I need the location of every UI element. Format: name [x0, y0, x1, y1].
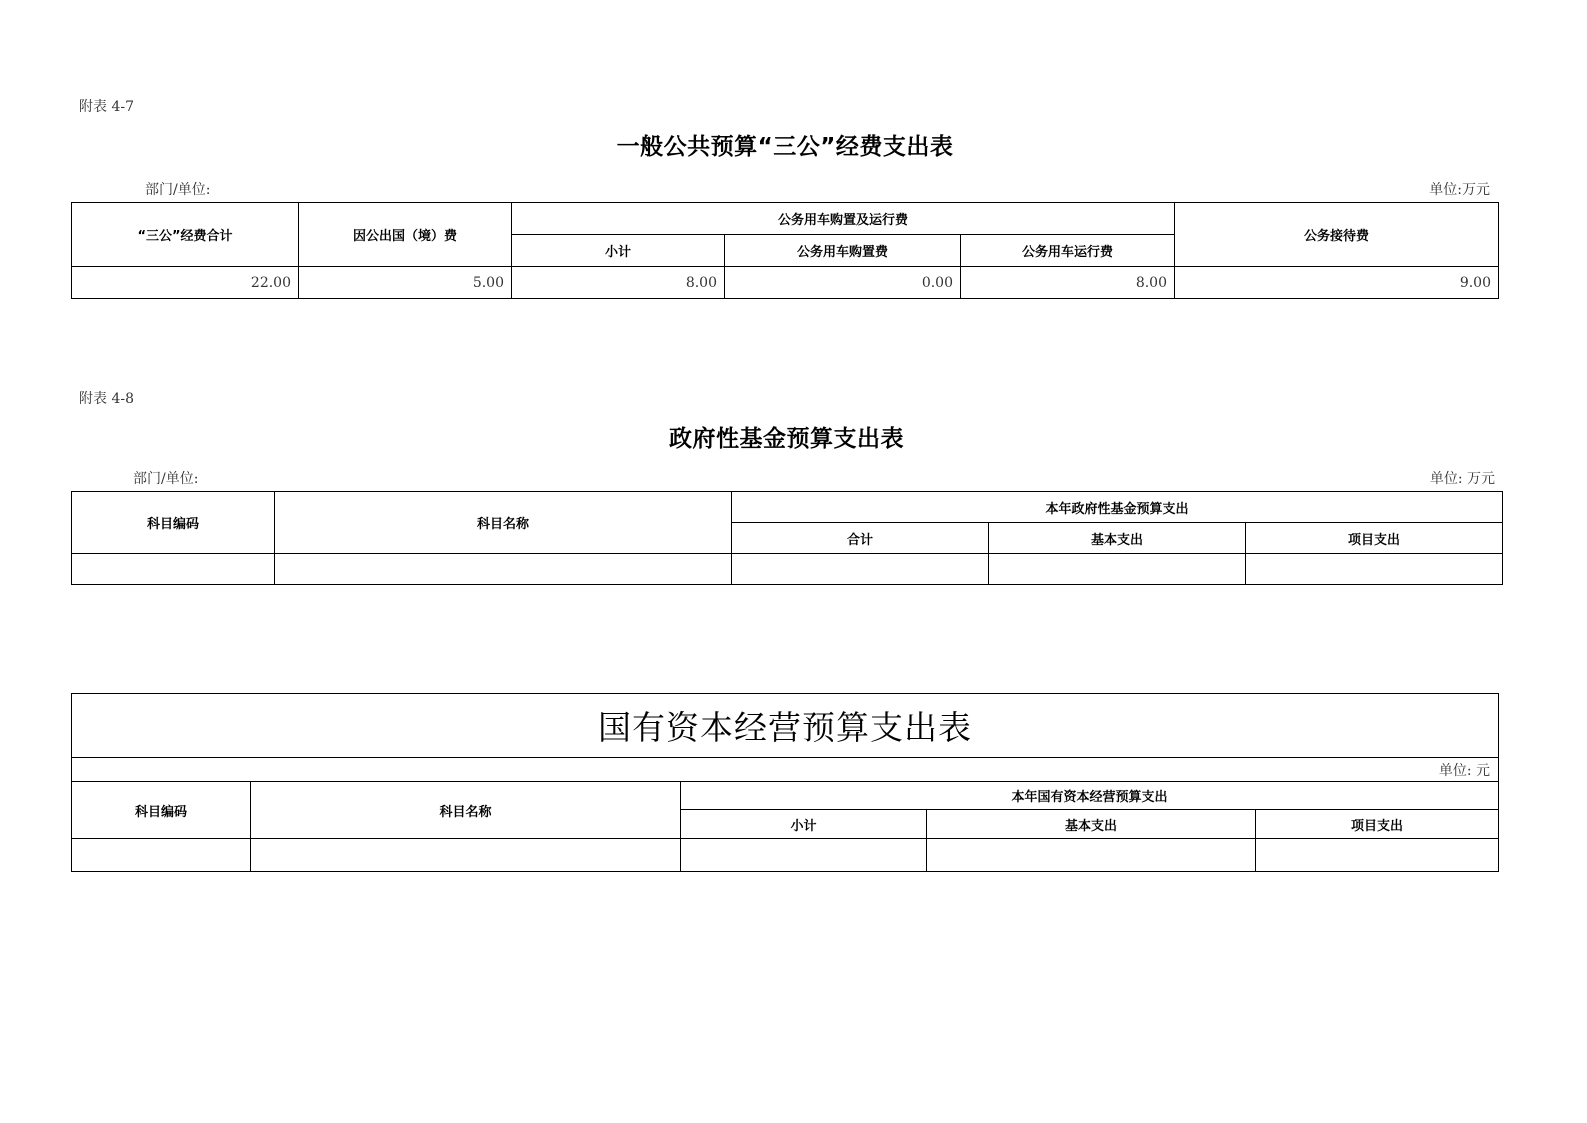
empty-cell [681, 839, 927, 872]
value-vehicle-operation: 8.00 [961, 267, 1175, 299]
empty-cell [732, 554, 989, 585]
empty-cell [927, 839, 1256, 872]
empty-cell [72, 839, 251, 872]
table2-title: 政府性基金预算支出表 [669, 426, 904, 452]
header-three-public-total: “三公”经费合计 [72, 203, 299, 267]
three-public-expense-table [71, 202, 1499, 299]
header-subject-name: 科目名称 [275, 492, 732, 554]
state-capital-table [71, 693, 1499, 872]
header-total: 合计 [732, 523, 989, 554]
value-vehicle-purchase: 0.00 [725, 267, 961, 299]
header-vehicle-operation: 公务用车运行费 [961, 235, 1175, 267]
header-subtotal: 小计 [681, 810, 927, 839]
table3-title: 国有资本经营预算支出表 [72, 694, 1499, 758]
header-subtotal: 小计 [512, 235, 725, 267]
empty-cell [72, 554, 275, 585]
header-reception-expense: 公务接待费 [1175, 203, 1499, 267]
table-row [72, 267, 1499, 299]
empty-cell [275, 554, 732, 585]
header-abroad-expense: 因公出国（境）费 [299, 203, 512, 267]
empty-cell [1256, 839, 1499, 872]
header-capital-expense-group: 本年国有资本经营预算支出 [681, 782, 1499, 810]
header-subject-code: 科目编码 [72, 492, 275, 554]
header-vehicle-group: 公务用车购置及运行费 [512, 203, 1175, 235]
empty-cell [1246, 554, 1503, 585]
header-basic-expense: 基本支出 [989, 523, 1246, 554]
header-subject-name: 科目名称 [251, 782, 681, 839]
table-row [72, 554, 1503, 585]
value-abroad-expense: 5.00 [299, 267, 512, 299]
table-row [72, 839, 1499, 872]
header-fund-expense-group: 本年政府性基金预算支出 [732, 492, 1503, 523]
empty-cell [989, 554, 1246, 585]
value-subtotal: 8.00 [512, 267, 725, 299]
table3-unit-label: 单位: 元 [72, 758, 1499, 782]
header-basic-expense: 基本支出 [927, 810, 1256, 839]
table1-unit-label: 单位:万元 [1429, 182, 1490, 198]
header-subject-code: 科目编码 [72, 782, 251, 839]
value-reception-expense: 9.00 [1175, 267, 1499, 299]
annex-label-4-8: 附表 4-8 [79, 391, 134, 407]
header-project-expense: 项目支出 [1246, 523, 1503, 554]
header-vehicle-purchase: 公务用车购置费 [725, 235, 961, 267]
table2-dept-label: 部门/单位: [133, 471, 199, 487]
annex-label-4-7: 附表 4-7 [79, 99, 134, 115]
government-fund-table [71, 491, 1503, 585]
table1-dept-label: 部门/单位: [145, 182, 211, 198]
table2-unit-label: 单位: 万元 [1429, 471, 1495, 487]
header-project-expense: 项目支出 [1256, 810, 1499, 839]
empty-cell [251, 839, 681, 872]
table1-title: 一般公共预算“三公”经费支出表 [616, 134, 954, 160]
value-three-public-total: 22.00 [72, 267, 299, 299]
